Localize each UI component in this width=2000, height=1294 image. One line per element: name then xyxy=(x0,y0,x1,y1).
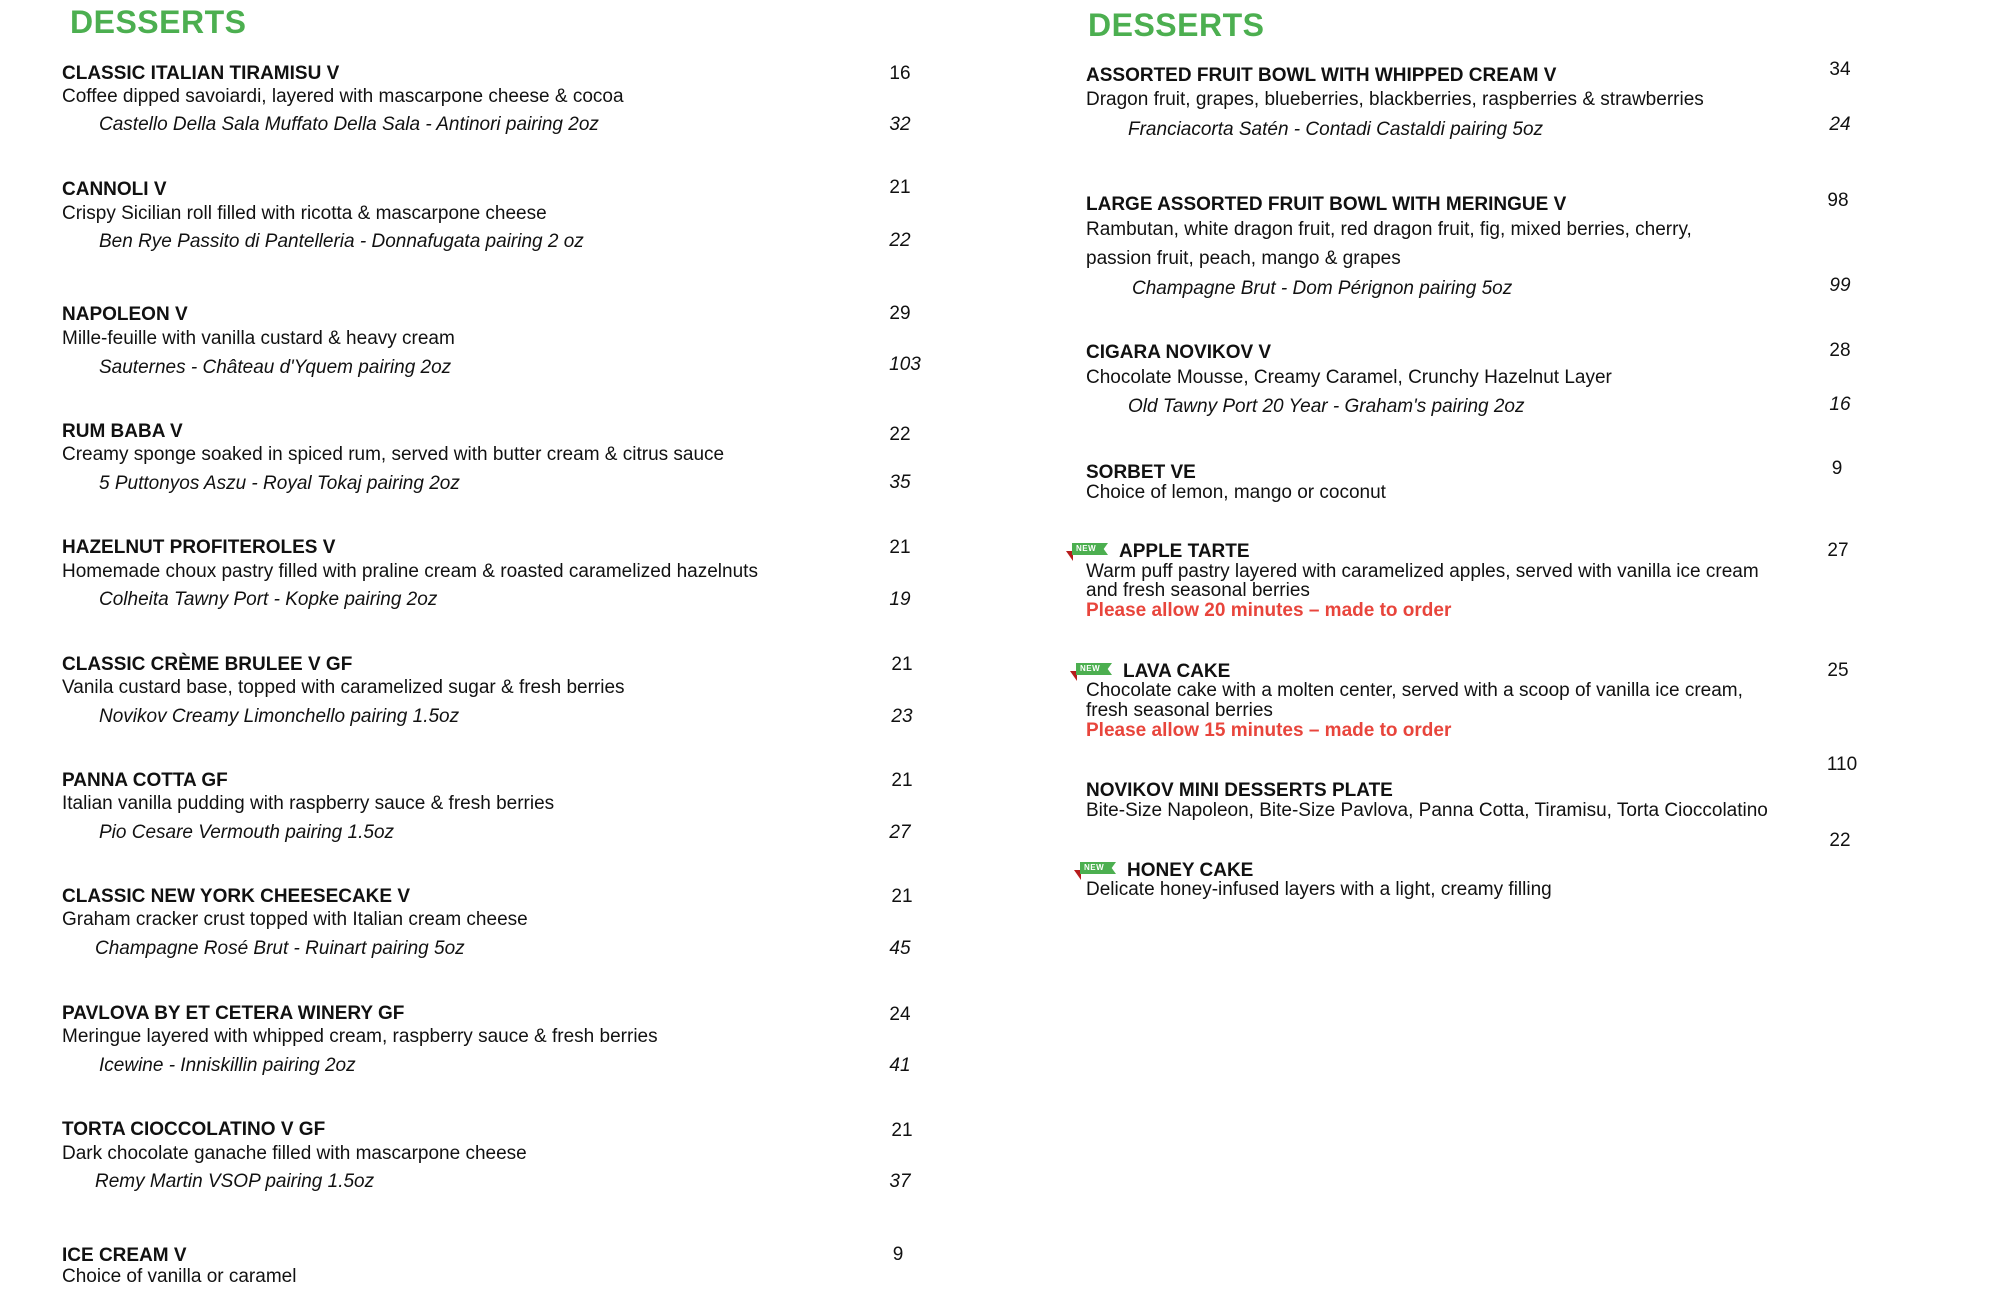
item-name: PANNA COTTA GF xyxy=(62,770,228,791)
item-price: 25 xyxy=(1827,660,1849,681)
item-name: TORTA CIOCCOLATINO V GF xyxy=(62,1119,326,1140)
item-description: Graham cracker crust topped with Italian cream cheese xyxy=(62,909,528,930)
item-price: 24 xyxy=(889,1004,911,1025)
wine-pairing: Castello Della Sala Muffato Della Sala - Antinori pairing 2oz xyxy=(99,114,599,135)
item-price: 9 xyxy=(892,1244,904,1265)
item-name: RUM BABA V xyxy=(62,421,183,442)
item-name: LAVA CAKE xyxy=(1123,661,1231,682)
left-section-heading: DESSERTS xyxy=(70,4,247,40)
item-price: 9 xyxy=(1831,458,1843,479)
pairing-price: 24 xyxy=(1829,114,1851,135)
item-name: APPLE TARTE xyxy=(1119,541,1250,562)
badge-ribbon-tail xyxy=(1070,671,1077,681)
item-price: 21 xyxy=(891,1120,913,1141)
wine-pairing: Icewine - Inniskillin pairing 2oz xyxy=(99,1055,356,1076)
wine-pairing: Remy Martin VSOP pairing 1.5oz xyxy=(95,1171,375,1192)
wine-pairing: Old Tawny Port 20 Year - Graham's pairing 2oz xyxy=(1128,396,1525,417)
pairing-price: 32 xyxy=(889,114,911,135)
item-price: 29 xyxy=(889,303,911,324)
item-description-line2: passion fruit, peach, mango & grapes xyxy=(1086,248,1401,269)
item-price: 110 xyxy=(1826,754,1858,775)
pairing-price: 41 xyxy=(889,1055,911,1076)
pairing-price: 27 xyxy=(889,822,911,843)
item-name: CANNOLI V xyxy=(62,179,167,200)
item-name: CIGARA NOVIKOV V xyxy=(1086,342,1272,363)
wine-pairing: Franciacorta Satén - Contadi Castaldi pairing 5oz xyxy=(1128,119,1544,140)
item-name: ICE CREAM V xyxy=(62,1245,187,1266)
pairing-price: 16 xyxy=(1829,394,1851,415)
pairing-price: 45 xyxy=(889,938,911,959)
item-name: LARGE ASSORTED FRUIT BOWL WITH MERINGUE V xyxy=(1086,194,1567,215)
item-name: NAPOLEON V xyxy=(62,304,188,325)
item-price: 21 xyxy=(891,770,913,791)
item-name: NOVIKOV MINI DESSERTS PLATE xyxy=(1086,780,1393,801)
pairing-price: 37 xyxy=(889,1171,911,1192)
new-badge xyxy=(1066,543,1110,561)
item-price: 16 xyxy=(889,63,911,84)
item-price: 34 xyxy=(1829,59,1851,80)
item-description: Homemade choux pastry filled with praline cream & roasted caramelized hazelnuts xyxy=(62,561,758,582)
item-description: Meringue layered with whipped cream, raspberry sauce & fresh berries xyxy=(62,1026,658,1047)
preparation-note: Please allow 15 minutes – made to order xyxy=(1086,720,1452,741)
wine-pairing: Champagne Brut - Dom Pérignon pairing 5oz xyxy=(1132,278,1513,299)
badge-ribbon-tail xyxy=(1066,551,1073,561)
wine-pairing: Colheita Tawny Port - Kopke pairing 2oz xyxy=(99,589,438,610)
item-description: Chocolate Mousse, Creamy Caramel, Crunchy Hazelnut Layer xyxy=(1086,367,1612,388)
pairing-price: 22 xyxy=(889,230,911,251)
item-description: Italian vanilla pudding with raspberry sauce & fresh berries xyxy=(62,793,555,814)
item-name: PAVLOVA BY ET CETERA WINERY GF xyxy=(62,1003,405,1024)
item-name: HONEY CAKE xyxy=(1127,860,1254,881)
item-price: 98 xyxy=(1827,190,1849,211)
item-description: Vanila custard base, topped with caramelized sugar & fresh berries xyxy=(62,677,625,698)
item-price: 22 xyxy=(889,424,911,445)
wine-pairing: Sauternes - Château d'Yquem pairing 2oz xyxy=(99,357,452,378)
item-name: CLASSIC NEW YORK CHEESECAKE V xyxy=(62,886,411,907)
item-description: Bite-Size Napoleon, Bite-Size Pavlova, Panna Cotta, Tiramisu, Torta Cioccolatino xyxy=(1086,800,1768,821)
item-description: Creamy sponge soaked in spiced rum, served with butter cream & citrus sauce xyxy=(62,444,725,465)
item-name: CLASSIC CRÈME BRULEE V GF xyxy=(62,654,353,675)
item-price: 22 xyxy=(1829,830,1851,851)
new-badge xyxy=(1074,862,1118,880)
item-price: 21 xyxy=(889,177,911,198)
pairing-price: 99 xyxy=(1829,275,1851,296)
item-description-line2: fresh seasonal berries xyxy=(1086,700,1273,721)
item-description: Mille-feuille with vanilla custard & heavy cream xyxy=(62,328,455,349)
pairing-price: 23 xyxy=(891,706,913,727)
wine-pairing: 5 Puttonyos Aszu - Royal Tokaj pairing 2oz xyxy=(99,473,460,494)
pairing-price: 35 xyxy=(889,472,911,493)
item-price: 21 xyxy=(891,654,913,675)
item-description: Crispy Sicilian roll filled with ricotta & mascarpone cheese xyxy=(62,203,547,224)
item-description: Coffee dipped savoiardi, layered with mascarpone cheese & cocoa xyxy=(62,86,624,107)
new-badge xyxy=(1070,663,1114,681)
item-description: Dark chocolate ganache filled with mascarpone cheese xyxy=(62,1143,527,1164)
item-name: ASSORTED FRUIT BOWL WITH WHIPPED CREAM V xyxy=(1086,65,1557,86)
item-name: HAZELNUT PROFITEROLES V xyxy=(62,537,336,558)
badge-ribbon-tail xyxy=(1074,870,1081,880)
preparation-note: Please allow 20 minutes – made to order xyxy=(1086,600,1452,621)
item-price: 21 xyxy=(891,886,913,907)
item-price: 27 xyxy=(1827,540,1849,561)
item-name: CLASSIC ITALIAN TIRAMISU V xyxy=(62,63,340,84)
item-price: 28 xyxy=(1829,340,1851,361)
item-description-line2: and fresh seasonal berries xyxy=(1086,580,1310,601)
pairing-price: 103 xyxy=(889,354,921,375)
item-description: Warm puff pastry layered with caramelized apples, served with vanilla ice cream xyxy=(1086,561,1759,582)
item-description: Dragon fruit, grapes, blueberries, blackberries, raspberries & strawberries xyxy=(1086,89,1704,110)
badge-label: NEW xyxy=(1084,863,1105,872)
right-section-heading: DESSERTS xyxy=(1088,7,1265,43)
item-name: SORBET VE xyxy=(1086,462,1196,483)
item-price: 21 xyxy=(889,537,911,558)
wine-pairing: Champagne Rosé Brut - Ruinart pairing 5oz xyxy=(95,938,465,959)
wine-pairing: Pio Cesare Vermouth pairing 1.5oz xyxy=(99,822,395,843)
item-description: Choice of vanilla or caramel xyxy=(62,1266,297,1287)
wine-pairing: Ben Rye Passito di Pantelleria - Donnafugata pairing 2 oz xyxy=(99,231,584,252)
item-description: Choice of lemon, mango or coconut xyxy=(1086,482,1386,503)
wine-pairing: Novikov Creamy Limonchello pairing 1.5oz xyxy=(99,706,460,727)
badge-label: NEW xyxy=(1076,544,1097,553)
item-description: Rambutan, white dragon fruit, red dragon fruit, fig, mixed berries, cherry, xyxy=(1086,219,1692,240)
item-description: Delicate honey-infused layers with a light, creamy filling xyxy=(1086,879,1552,900)
item-description: Chocolate cake with a molten center, served with a scoop of vanilla ice cream, xyxy=(1086,680,1743,701)
badge-label: NEW xyxy=(1080,664,1101,673)
pairing-price: 19 xyxy=(889,589,911,610)
